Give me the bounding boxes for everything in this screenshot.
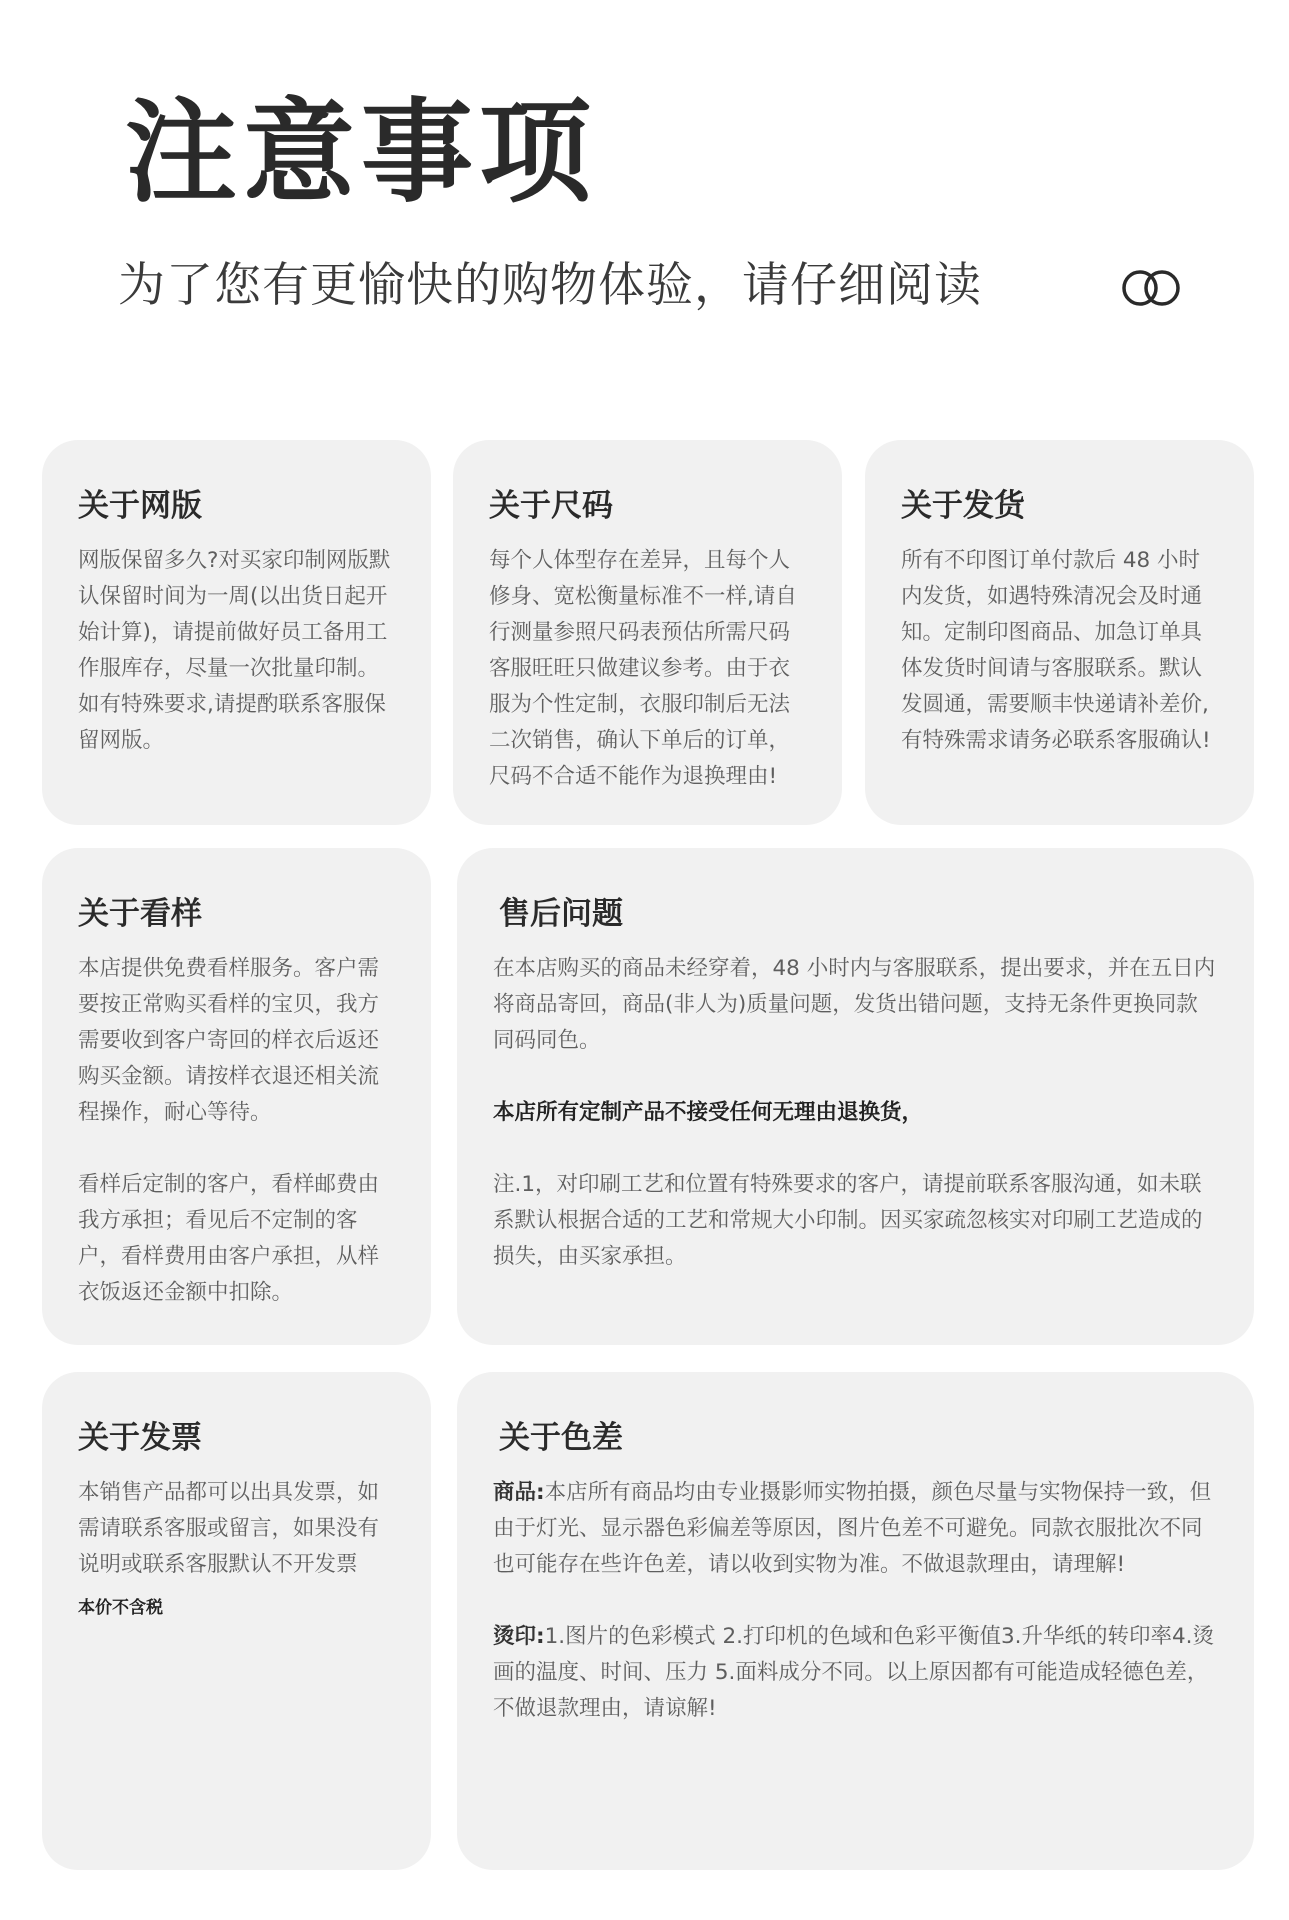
card-title: 关于发货 — [901, 488, 1025, 524]
card-sample — [42, 848, 431, 1345]
card-body: 本店提供免费看样服务。客户需要按正常购买看样的宝贝，我方需要收到客户寄回的样衣后返还购买金额。请按样衣退还相关流程操作，耐心等待。 — [78, 956, 380, 1125]
paragraph-gap — [78, 1131, 395, 1167]
card-title: 关于发票 — [78, 1420, 202, 1456]
card-note: 本价不含税 — [78, 1598, 163, 1618]
card-invoice — [42, 1372, 431, 1870]
card-body: 本店所有商品均由专业摄影师实物拍摄，颜色尽量与实物保持一致，但由于灯光、显示器色彩偏差等原因，图片色差不可避免。同款衣服批次不同也可能存在些许色差，请以收到实物为准。不做退款理由，请理解! — [493, 1480, 1212, 1577]
card-title: 关于看样 — [78, 896, 202, 932]
card-body: 网版保留多久?对买家印制网版默认保留时间为一周(以出货日起开始计算)，请提前做好员工备用工作服库存，尽量一次批量印制。如有特殊要求,请提酌联系客服保留网版。 — [78, 548, 391, 753]
card-color — [457, 1372, 1254, 1870]
card-lead: 商品: — [493, 1480, 545, 1505]
card-body: 所有不印图订单付款后 48 小时内发货，如遇特殊清况会及时通知。定制印图商品、加急订单具体发货时间请与客服联系。默认发圆通，需要顺丰快递请补差价,有特殊需求请务必联系客服确认! — [901, 548, 1211, 753]
card-size — [453, 440, 842, 825]
card-paragraph — [493, 1475, 1218, 1583]
card-body: 看样后定制的客户，看样邮费由我方承担；看见后不定制的客户，看样费用由客户承担，从样衣饭返还金额中扣除。 — [78, 1172, 380, 1305]
card-title: 售后问题 — [499, 896, 623, 932]
card-body: 本销售产品都可以出具发票，如需请联系客服或留言，如果没有说明或联系客服默认不开发票 — [78, 1480, 380, 1577]
card-paragraph — [493, 1619, 1218, 1727]
page-subtitle: 为了您有更愉快的购物体验，请仔细阅读 — [118, 258, 982, 313]
paragraph-gap — [493, 1059, 1218, 1095]
paragraph-gap — [493, 1583, 1218, 1619]
card-body: 注.1，对印刷工艺和位置有特殊要求的客户，请提前联系客服沟通，如未联系默认根据合适的工艺和常规大小印制。因买家疏忽核实对印刷工艺造成的损失，由买家承担。 — [493, 1172, 1203, 1269]
card-body: 1.图片的色彩模式 2.打印机的色域和色彩平衡值3.升华纸的转印率4.烫画的温度、时间、压力 5.面料成分不同。以上原因都有可能造成轻德色差，不做退款理由，请谅解! — [493, 1624, 1214, 1721]
card-title: 关于网版 — [78, 488, 202, 524]
page-title: 注意事项 — [125, 88, 597, 218]
card-aftersale — [457, 848, 1254, 1345]
card-title: 关于色差 — [499, 1420, 623, 1456]
rings-icon — [1120, 268, 1182, 308]
card-shipping — [865, 440, 1254, 825]
card-body: 每个人体型存在差异，且每个人修身、宽松衡量标准不一样,请自行测量参照尺码表预估所需尺码客服旺旺只做建议参考。由于衣服为个性定制，衣服印制后无法二次销售，确认下单后的订单，尺码不合适不能作为退换理由! — [489, 548, 797, 789]
paragraph-gap — [493, 1131, 1218, 1167]
card-lead: 烫印: — [493, 1624, 545, 1649]
card-body: 在本店购买的商品未经穿着，48 小时内与客服联系，提出要求，并在五日内将商品寄回，商品(非人为)质量问题，发货出错问题，支持无条件更换同款同码同色。 — [493, 956, 1216, 1053]
card-title: 关于尺码 — [489, 488, 613, 524]
card-plate — [42, 440, 431, 825]
card-emphasis: 本店所有定制产品不接受任何无理由退换货， — [493, 1100, 924, 1125]
